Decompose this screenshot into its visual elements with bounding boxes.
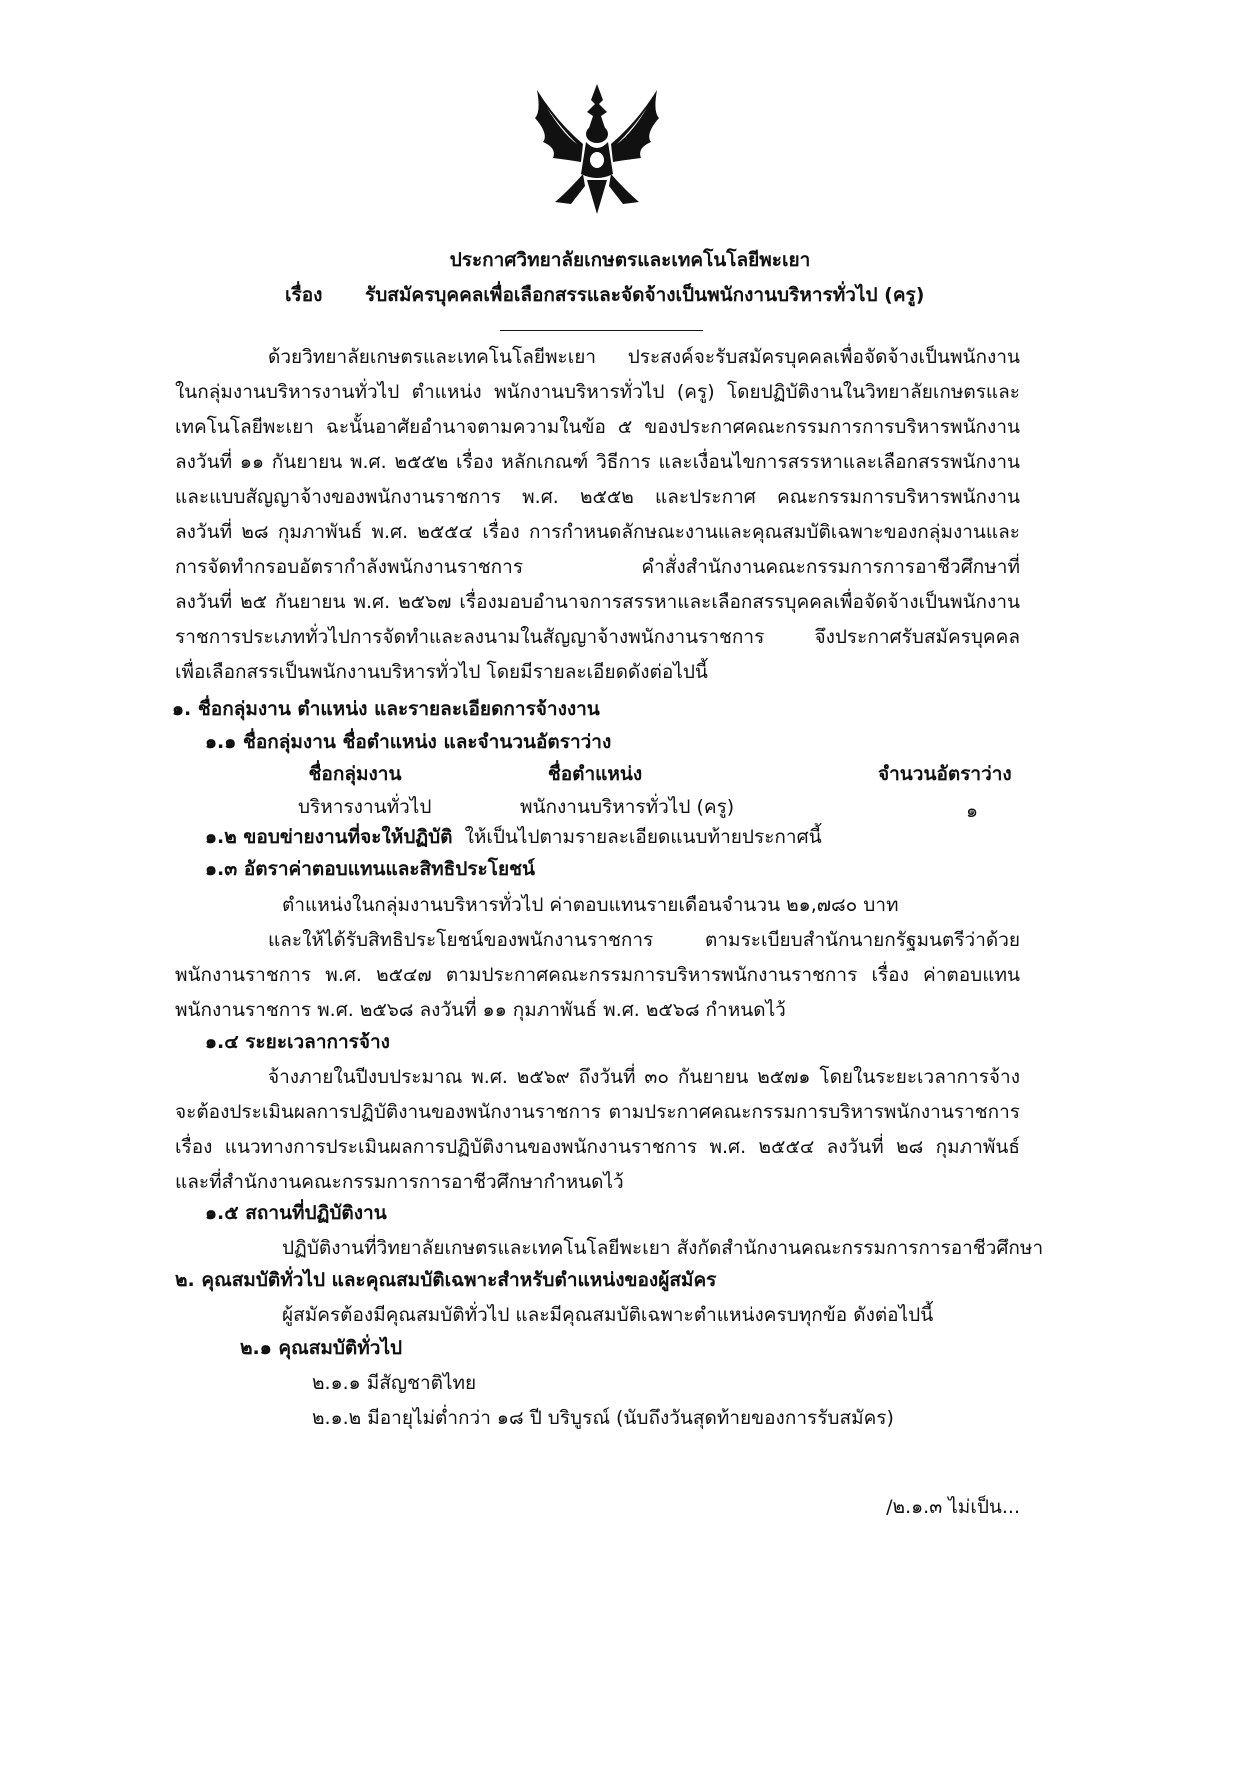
qualification-item: ๒.๑.๑ มีสัญชาติไทย bbox=[312, 1372, 477, 1394]
subject-text: รับสมัครบุคคลเพื่อเลือกสรรและจัดจ้างเป็นพนักงานบริหารทั่วไป (ครู) bbox=[365, 284, 925, 306]
section-1-3-heading: ๑.๓ อัตราค่าตอบแทนและสิทธิประโยชน์ bbox=[205, 858, 535, 880]
intro-line: เทคโนโลยีพะเยา ฉะนั้นอาศัยอำนาจตามความในข้อ ๕ ของประกาศคณะกรรมการการบริหารพนักงาน bbox=[175, 416, 1020, 438]
intro-line: และแบบสัญญาจ้างของพนักงานราชการ พ.ศ. ๒๕๕๒ และประกาศ คณะกรรมการบริหารพนักงาน bbox=[175, 486, 1020, 508]
table-header-group: ชื่อกลุ่มงาน bbox=[308, 763, 402, 785]
continuation-note: /๒.๑.๓ ไม่เป็น... bbox=[886, 1496, 1020, 1518]
intro-line: ลงวันที่ ๒๘ กุมภาพันธ์ พ.ศ. ๒๕๕๔ เรื่อง การกำหนดลักษณะงานและคุณสมบัติเฉพาะของกลุ่มงานและ bbox=[175, 521, 1020, 543]
section-1-heading: ๑. ชื่อกลุ่มงาน ตำแหน่ง และรายละเอียดการจ้างงาน bbox=[172, 698, 600, 720]
intro-line: ลงวันที่ ๒๕ กันยายน พ.ศ. ๒๕๖๗ เรื่องมอบอำนาจการสรรหาและเลือกสรรบุคคลเพื่อจัดจ้างเป็นพนักงาน bbox=[175, 591, 1020, 613]
intro-line: ด้วยวิทยาลัยเกษตรและเทคโนโลยีพะเยา ประสงค์จะรับสมัครบุคคลเพื่อจัดจ้างเป็นพนักงาน bbox=[268, 346, 1020, 368]
term-line: เรื่อง แนวทางการประเมินผลการปฏิบัติงานของพนักงานราชการ พ.ศ. ๒๕๕๔ ลงวันที่ ๒๘ กุมภาพันธ์ bbox=[175, 1136, 1020, 1158]
pay-line: ตำแหน่งในกลุ่มงานบริหารทั่วไป ค่าตอบแทนรายเดือนจำนวน ๒๑,๗๘๐ บาท bbox=[282, 894, 899, 916]
section-1-5-heading: ๑.๕ สถานที่ปฏิบัติงาน bbox=[205, 1202, 387, 1224]
table-header-position: ชื่อตำแหน่ง bbox=[547, 763, 643, 785]
workplace-text: ปฏิบัติงานที่วิทยาลัยเกษตรและเทคโนโลยีพะเยา สังกัดสำนักงานคณะกรรมการการอาชีวศึกษา bbox=[282, 1237, 1044, 1259]
intro-line: ในกลุ่มงานบริหารงานทั่วไป ตำแหน่ง พนักงานบริหารทั่วไป (ครู) โดยปฏิบัติงานในวิทยาลัยเกษตรและ bbox=[175, 381, 1020, 403]
document-title: ประกาศวิทยาลัยเกษตรและเทคโนโลยีพะเยา bbox=[449, 249, 811, 271]
intro-line: การจัดทำกรอบอัตรากำลังพนักงานราชการ คำสั่งสำนักงานคณะกรรมการการอาชีวศึกษาที่ bbox=[175, 556, 1020, 578]
intro-line: ลงวันที่ ๑๑ กันยายน พ.ศ. ๒๕๕๒ เรื่อง หลักเกณฑ์ วิธีการ และเงื่อนไขการสรรหาและเลือกสรรพนักงาน bbox=[175, 451, 1020, 473]
table-cell-position: พนักงานบริหารทั่วไป (ครู) bbox=[520, 796, 735, 818]
section-1-4-heading: ๑.๔ ระยะเวลาการจ้าง bbox=[205, 1031, 390, 1053]
subject-label: เรื่อง bbox=[285, 284, 323, 306]
section-1-2-heading: ๑.๒ ขอบข่ายงานที่จะให้ปฏิบัติ bbox=[205, 826, 453, 848]
qualification-item: ๒.๑.๒ มีอายุไม่ต่ำกว่า ๑๘ ปี บริบูรณ์ (นับถึงวันสุดท้ายของการรับสมัคร) bbox=[312, 1407, 894, 1429]
benefits-line: และให้ได้รับสิทธิประโยชน์ของพนักงานราชการ ตามระเบียบสำนักนายกรัฐมนตรีว่าด้วย bbox=[268, 929, 1020, 951]
section-1-1-heading: ๑.๑ ชื่อกลุ่มงาน ชื่อตำแหน่ง และจำนวนอัตราว่าง bbox=[205, 731, 612, 753]
term-line: จะต้องประเมินผลการปฏิบัติงานของพนักงานราชการ ตามประกาศคณะกรรมการบริหารพนักงานราชการ bbox=[175, 1101, 1020, 1123]
title-divider bbox=[500, 330, 703, 331]
benefits-line: พนักงานราชการ พ.ศ. ๒๕๔๗ ตามประกาศคณะกรรมการบริหารพนักงานราชการ เรื่อง ค่าตอบแทน bbox=[175, 964, 1020, 986]
term-line: และที่สำนักงานคณะกรรมการการอาชีวศึกษากำหนดไว้ bbox=[175, 1171, 624, 1193]
section-2-intro: ผู้สมัครต้องมีคุณสมบัติทั่วไป และมีคุณสมบัติเฉพาะตำแหน่งครบทุกข้อ ดังต่อไปนี้ bbox=[282, 1304, 934, 1326]
intro-line: ราชการประเภททั่วไปการจัดทำและลงนามในสัญญาจ้างพนักงานราชการ จึงประกาศรับสมัครบุคคล bbox=[175, 626, 1020, 648]
section-2-1-heading: ๒.๑ คุณสมบัติทั่วไป bbox=[240, 1337, 403, 1359]
table-header-vacancies: จำนวนอัตราว่าง bbox=[878, 763, 1012, 785]
intro-line: เพื่อเลือกสรรเป็นพนักงานบริหารทั่วไป โดยมีรายละเอียดดังต่อไปนี้ bbox=[175, 661, 708, 683]
section-1-2-text: ให้เป็นไปตามรายละเอียดแนบท้ายประกาศนี้ bbox=[464, 826, 822, 848]
benefits-line: พนักงานราชการ พ.ศ. ๒๕๖๘ ลงวันที่ ๑๑ กุมภาพันธ์ พ.ศ. ๒๕๖๘ กำหนดไว้ bbox=[175, 999, 786, 1021]
table-cell-group: บริหารงานทั่วไป bbox=[298, 796, 432, 818]
term-line: จ้างภายในปีงบประมาณ พ.ศ. ๒๕๖๙ ถึงวันที่ ๓๐ กันยายน ๒๕๗๑ โดยในระยะเวลาการจ้าง bbox=[268, 1066, 1020, 1088]
table-cell-vacancies: ๑ bbox=[966, 800, 979, 822]
section-2-heading: ๒. คุณสมบัติทั่วไป และคุณสมบัติเฉพาะสำหรับตำแหน่งของผู้สมัคร bbox=[175, 1269, 717, 1291]
garuda-emblem bbox=[527, 82, 667, 217]
